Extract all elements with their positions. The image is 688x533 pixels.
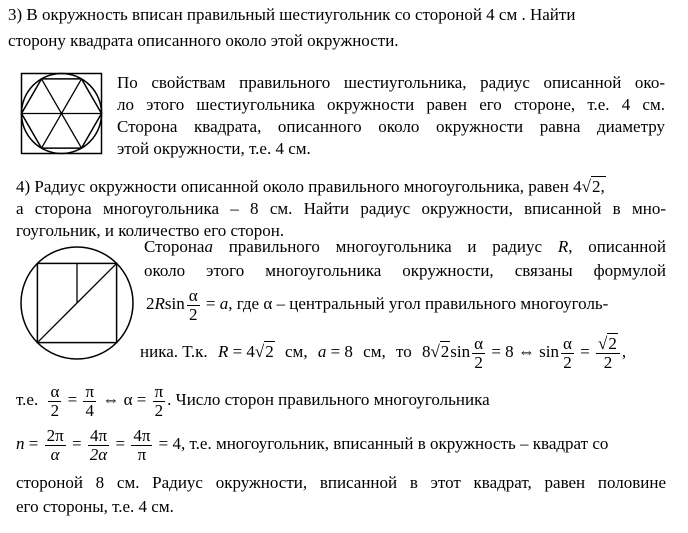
- alpha-line: т.е. $\frac{\alpha}{2}$ = $\frac{\pi}{4}$ ⇔ α = $\frac{\pi}{2}$ . Число сторон правильного многоугольника: [16, 381, 490, 420]
- problem4-line1: [16, 176, 666, 197]
- problem4-sol-line2: около этого многоугольника окружности, связаны формулой: [144, 261, 666, 280]
- formula-line: 2Rsin $\frac{\alpha}{2}$ = a, где α – центральный угол правильного многоуголь-: [146, 285, 609, 324]
- hexagon-figure: [20, 72, 104, 156]
- problem3-sol-line3: Сторона квадрата, описанного около окружности равна диаметру: [117, 117, 665, 136]
- sqrt-symbol: √2,: [581, 177, 605, 196]
- radius-left: [37, 303, 77, 343]
- conclusion-line2: его стороны, т.е. 4 см.: [16, 497, 174, 516]
- given-line: ника. Т.к. R = 4√2 см, a = 8 см, то 8√2sin $\frac{\alpha}{2}$ = 8 ⇔ sin $\frac{\alpha}{2}$ = $\frac{√2}{2}$ ,: [140, 333, 627, 372]
- problem4-sol-line1: Сторонаa правильного многоугольника и радиус R, описанной: [144, 237, 666, 256]
- n-sides-line: n = $\frac{2\pi}{\alpha}$ = $\frac{4\pi}{2\alpha}$ = $\frac{4\pi}{\pi}$ = 4, т.е. многоугольник, вписанный в окружность – квадрат со: [16, 425, 609, 464]
- conclusion-line1: стороной 8 см. Радиус окружности, вписанной в этот квадрат, равен половине: [16, 473, 666, 492]
- problem4-line3: гоугольник, и количество его сторон.: [16, 221, 285, 240]
- problem3-sol-line2: ло этого шестиугольника окружности равен его стороне, т.е. 4 см.: [117, 95, 665, 114]
- problem3-sol-line1: По свойствам правильного шестиугольника, радиус описанной око-: [117, 73, 665, 92]
- problem3-line1: 3) В окружность вписан правильный шестиугольник со стороной 4 см . Найти: [8, 5, 576, 24]
- problem3-sol-line4: этой окружности, т.е. 4 см.: [117, 139, 311, 158]
- problem4-line1-text: 4) Радиус окружности описанной около правильного многоугольника, равен 4: [16, 177, 582, 196]
- problem3-line2: сторону квадрата описанного около этой окружности.: [8, 31, 399, 50]
- problem4-line2: а сторона многоугольника – 8 см. Найти радиус окружности, вписанной в мно-: [16, 199, 666, 218]
- square-circle-figure: [18, 244, 136, 362]
- radius-diagonal: [77, 263, 117, 303]
